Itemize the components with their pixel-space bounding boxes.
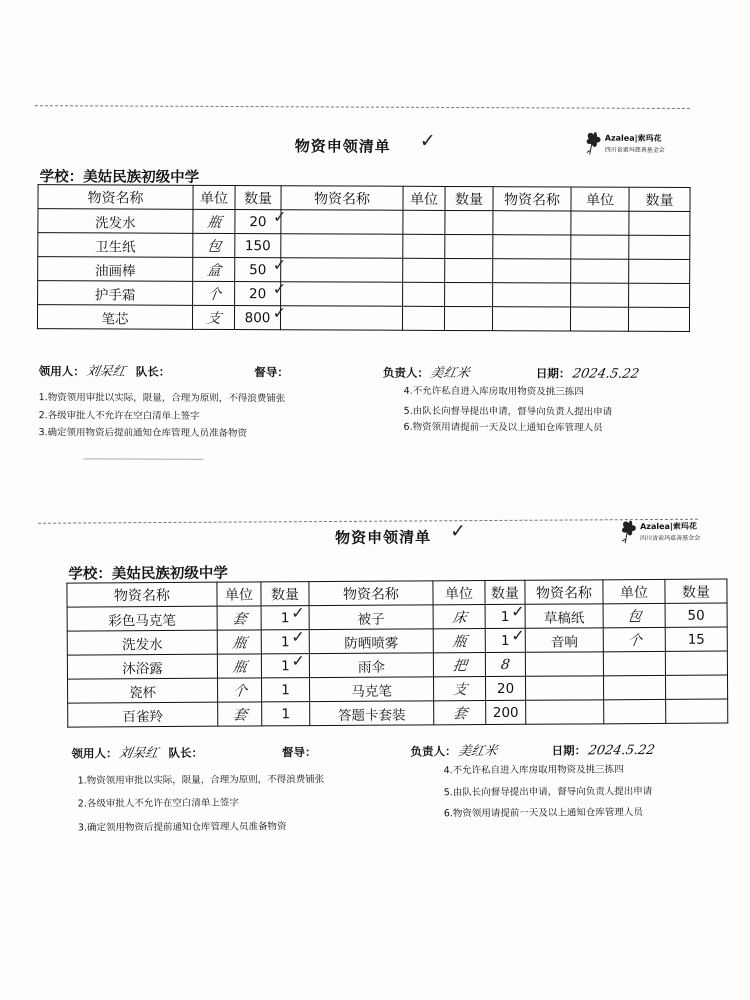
unit-cell	[433, 629, 485, 653]
rule-note: 1.物资领用审批以实际，限量，合理为原则，不得浪费铺张	[38, 392, 286, 405]
header-item: 物资名称	[281, 186, 403, 211]
requisition-form-2	[0, 510, 750, 845]
qty-handwriting: 8	[499, 656, 511, 673]
qty-cell: 200	[486, 700, 526, 724]
qty-cell: 15	[665, 627, 727, 651]
header-item: 物资名称	[525, 580, 603, 604]
flower-icon	[585, 131, 603, 157]
header-item: 物资名称	[67, 582, 217, 607]
qty-cell: 1	[262, 678, 310, 702]
item-cell: 草稿纸	[525, 604, 603, 628]
unit-cell	[571, 235, 629, 259]
header-unit: 单位	[217, 582, 261, 606]
unit-handwriting: 把	[451, 657, 468, 674]
unit-handwriting: 包	[625, 608, 643, 625]
unit-cell	[403, 234, 445, 258]
unit-cell	[570, 307, 628, 331]
unit-cell	[192, 305, 234, 329]
qty-cell	[485, 652, 525, 676]
sheet-edge	[83, 458, 203, 460]
rule-note: 3.确定领用物资后提前通知仓库管理人员准备物资	[38, 427, 248, 440]
unit-cell	[193, 233, 235, 257]
item-cell: 防晒喷雾	[309, 629, 433, 654]
item-cell	[493, 283, 571, 307]
unit-cell	[571, 283, 629, 307]
check-mark: ✓	[272, 279, 287, 299]
header-unit: 单位	[571, 187, 629, 211]
header-qty: 数量	[235, 186, 281, 210]
unit-cell	[217, 654, 261, 678]
recipient-signature: 刘呆红	[117, 746, 160, 762]
header-qty: 数量	[485, 580, 525, 604]
item-cell	[525, 652, 603, 676]
unit-cell	[218, 678, 262, 702]
header-item: 物资名称	[493, 187, 571, 211]
unit-cell	[433, 677, 485, 701]
unit-handwriting: 个	[626, 632, 643, 649]
sheet-edge	[35, 105, 690, 109]
check-mark: ✓	[291, 651, 305, 671]
item-cell: 答题卡套装	[310, 701, 434, 726]
item-cell	[526, 700, 604, 724]
item-cell	[281, 258, 403, 283]
qty-cell	[665, 675, 727, 699]
item-cell	[525, 676, 603, 700]
unit-handwriting: 套	[230, 610, 248, 628]
form-title: 物资申领清单	[294, 137, 391, 156]
manager-label: 负责人：	[382, 365, 429, 380]
table-row	[38, 233, 690, 260]
qty-cell	[234, 303, 287, 330]
item-cell	[492, 307, 570, 331]
date-value: 2024.5.22	[586, 743, 656, 759]
rule-note: 6.物资领用请提前一天及以上通知仓库管理人员	[403, 421, 603, 434]
qty-cell	[665, 651, 727, 675]
unit-cell	[193, 209, 235, 233]
item-cell	[493, 235, 571, 259]
signature-row	[39, 360, 639, 382]
header-unit: 单位	[433, 581, 485, 605]
item-cell: 卫生纸	[38, 233, 193, 258]
check-mark: ✓	[511, 601, 525, 621]
check-mark: ✓	[273, 207, 287, 227]
qty-cell	[444, 306, 492, 330]
qty-cell	[445, 282, 493, 306]
item-cell	[280, 306, 402, 331]
check-mark: ✓	[450, 520, 467, 543]
unit-cell	[571, 259, 629, 283]
rule-note: 4.不允许私自进入库房取用物资及挑三拣四	[443, 764, 624, 777]
unit-cell	[403, 210, 445, 234]
qty-cell	[445, 234, 493, 258]
manager-label: 负责人：	[410, 744, 457, 759]
item-cell: 油画棒	[38, 257, 193, 282]
header-item: 物资名称	[38, 185, 193, 210]
header-unit: 单位	[193, 185, 235, 209]
table-row	[68, 699, 728, 727]
qty-cell	[628, 307, 689, 331]
unit-cell	[217, 606, 261, 630]
qty-cell	[235, 255, 287, 282]
item-cell	[281, 210, 403, 235]
unit-cell	[217, 630, 261, 654]
date-value: 2024.5.22	[571, 366, 640, 382]
rule-note: 1.物资领用审批以实际，限量，合理为原则，不得浪费铺张	[77, 774, 325, 787]
check-mark: ✓	[272, 303, 287, 323]
requisition-form-1	[0, 90, 750, 473]
unit-cell	[433, 605, 485, 629]
check-mark: ✓	[291, 627, 305, 647]
qty-value: 150	[244, 237, 271, 254]
qty-value: 20	[249, 213, 267, 230]
item-cell: 雨伞	[309, 653, 433, 678]
header-qty: 数量	[665, 579, 727, 603]
rule-note: 2.各级审批人不允许在空白清单上签字	[77, 797, 239, 810]
qty-cell	[629, 259, 690, 283]
qty-cell	[445, 258, 493, 282]
unit-handwriting: 瓶	[451, 633, 468, 650]
item-cell: 音响	[525, 628, 603, 652]
signature-row	[71, 739, 654, 762]
unit-handwriting: 支	[205, 310, 222, 327]
school-name: 学校：美姑民族初级中学	[68, 565, 228, 583]
unit-handwriting: 套	[231, 706, 248, 724]
item-cell: 彩色马克笔	[67, 606, 217, 631]
supervisor-label: 督导：	[281, 745, 317, 760]
item-cell: 护手霜	[38, 281, 193, 306]
qty-value: 1	[280, 633, 290, 650]
qty-cell: 1	[262, 702, 310, 726]
unit-handwriting: 支	[451, 681, 468, 698]
leader-label: 队长：	[168, 745, 204, 760]
table-row	[38, 209, 690, 236]
item-cell: 百雀羚	[68, 702, 218, 727]
item-cell: 瓷杯	[68, 678, 218, 703]
qty-cell	[445, 210, 493, 234]
form-title: 物资申领清单	[335, 528, 432, 547]
header-qty: 数量	[629, 187, 690, 211]
header-qty: 数量	[261, 582, 309, 606]
unit-cell	[402, 306, 444, 330]
logo-name: Azalea|索玛花	[640, 521, 697, 532]
unit-cell	[403, 258, 445, 282]
item-cell: 笔芯	[37, 305, 192, 330]
recipient-label: 领用人：	[71, 746, 118, 761]
header-unit: 单位	[403, 186, 445, 210]
item-cell	[281, 282, 403, 307]
qty-value: 1	[280, 609, 290, 626]
qty-value: 50	[249, 261, 267, 278]
rule-note: 5.由队长向督导提出申请，督导向负责人提出申请	[403, 405, 613, 418]
supervisor-label: 督导：	[254, 365, 289, 380]
unit-handwriting: 个	[231, 682, 248, 700]
item-cell	[493, 211, 571, 235]
unit-cell	[218, 702, 262, 726]
check-mark: ✓	[291, 603, 305, 623]
qty-cell	[666, 699, 728, 723]
qty-cell: 50	[665, 603, 727, 627]
header-unit: 单位	[603, 579, 665, 603]
qty-cell	[629, 235, 690, 259]
recipient-label: 领用人：	[38, 364, 85, 379]
azalea-logo	[585, 131, 695, 163]
qty-cell	[629, 283, 690, 307]
unit-cell	[603, 651, 665, 675]
items-table	[37, 184, 691, 332]
qty-value: 1	[281, 657, 290, 674]
qty-cell	[235, 207, 287, 234]
unit-cell	[603, 675, 665, 699]
rule-note: 2.各级审批人不允许在空白清单上签字	[38, 410, 200, 422]
unit-cell	[193, 257, 235, 281]
rule-note: 6.物资领用请提前一天及以上通知仓库管理人员	[443, 807, 643, 820]
qty-value: 1	[500, 632, 510, 649]
flower-icon	[620, 519, 638, 545]
item-cell: 洗发水	[38, 209, 193, 234]
recipient-signature: 刘呆红	[85, 364, 127, 380]
sheet-edge	[38, 519, 698, 524]
school-name: 学校：美姑民族初级中学	[39, 169, 200, 186]
logo-subtitle: 四川省索玛慈善基金会	[604, 146, 665, 154]
qty-cell	[485, 625, 525, 652]
unit-handwriting: 床	[450, 609, 468, 626]
items-table	[66, 579, 728, 728]
azalea-logo	[620, 519, 730, 552]
unit-handwriting: 包	[205, 238, 222, 255]
table-row	[38, 281, 690, 308]
rule-note: 3.确定领用物资后提前通知仓库管理人员准备物资	[77, 821, 287, 834]
qty-value: 800	[244, 309, 271, 326]
qty-cell	[629, 211, 690, 235]
qty-value: 20	[248, 285, 267, 302]
logo-subtitle: 四川省索玛慈善基金会	[640, 534, 701, 543]
date-label: 日期：	[551, 743, 587, 758]
header-qty: 数量	[445, 186, 493, 210]
unit-handwriting: 瓶	[231, 634, 248, 652]
date-label: 日期：	[535, 366, 571, 381]
unit-handwriting: 瓶	[205, 214, 222, 231]
qty-cell	[235, 234, 281, 258]
unit-cell	[603, 627, 665, 651]
rule-note: 5.由队长向督导提出申请，督导向负责人提出申请	[443, 786, 653, 799]
manager-signature: 美红米	[429, 365, 471, 382]
leader-label: 队长：	[135, 364, 171, 379]
header-item: 物资名称	[309, 581, 433, 606]
table-row	[38, 257, 690, 284]
unit-cell	[433, 653, 485, 677]
unit-cell	[193, 281, 235, 305]
item-cell: 马克笔	[309, 677, 433, 702]
check-mark: ✓	[511, 625, 525, 645]
unit-cell	[603, 603, 665, 627]
table-row	[37, 305, 689, 332]
qty-cell	[261, 651, 309, 678]
qty-cell	[235, 279, 287, 306]
item-cell: 沐浴露	[67, 654, 217, 679]
unit-cell	[434, 701, 486, 725]
qty-cell: 20	[485, 676, 525, 700]
item-cell	[493, 259, 571, 283]
table-header-row	[38, 185, 690, 212]
unit-handwriting: 瓶	[231, 658, 248, 676]
qty-value: 1	[500, 608, 510, 625]
manager-signature: 美红米	[456, 743, 499, 760]
item-cell: 被子	[309, 605, 433, 630]
check-mark: ✓	[419, 129, 436, 152]
check-mark: ✓	[272, 255, 287, 275]
rule-note: 4.不允许私自进入库房取用物资及挑三拣四	[403, 385, 584, 398]
unit-handwriting: 个	[205, 286, 222, 303]
logo-name: Azalea|索玛花	[604, 133, 662, 143]
item-cell	[281, 234, 403, 259]
unit-cell	[604, 699, 666, 723]
item-cell: 洗发水	[67, 630, 217, 655]
unit-cell	[403, 282, 445, 306]
unit-cell	[571, 211, 629, 235]
unit-handwriting: 盒	[205, 262, 222, 279]
unit-handwriting: 套	[451, 705, 468, 722]
